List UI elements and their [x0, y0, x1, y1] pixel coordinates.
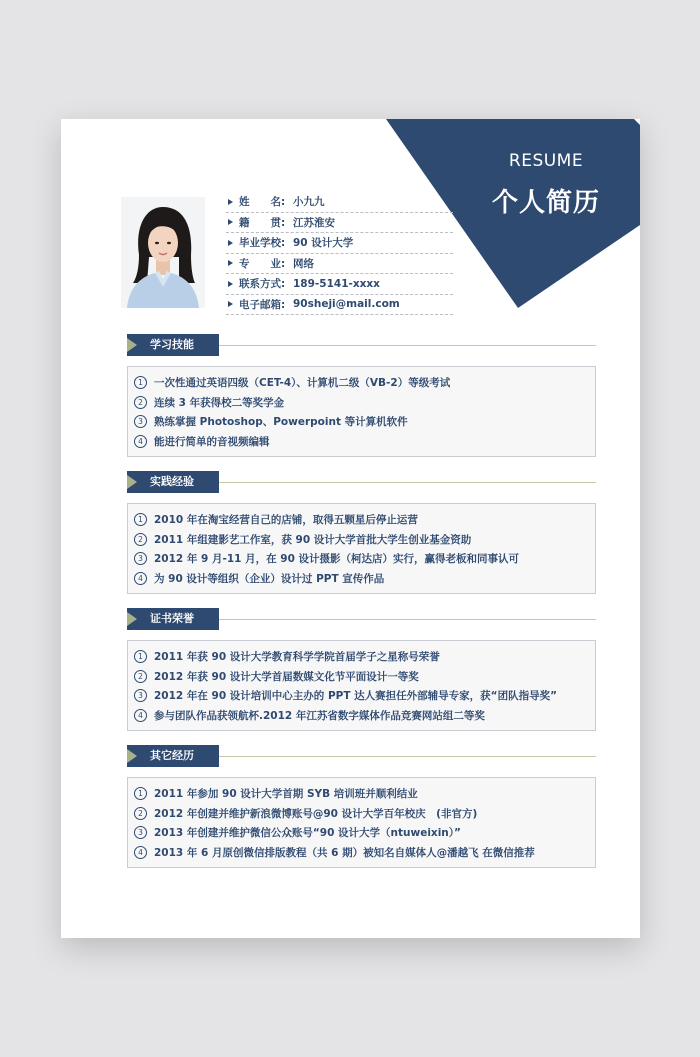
resume-page: [61, 119, 640, 938]
list-item: [128, 412, 595, 432]
section-header: [127, 608, 596, 632]
bullet-triangle-icon: [228, 260, 233, 266]
item-text: 熟练掌握 Photoshop、Powerpoint 等计算机软件: [154, 416, 408, 429]
number-circle-icon: 1: [134, 650, 147, 663]
list-item: [128, 432, 595, 452]
list-item: [128, 510, 595, 530]
section-arrow-icon: [127, 475, 137, 489]
list-item: [128, 549, 595, 569]
item-text: 2012 年获 90 设计大学首届数媒文化节平面设计一等奖: [154, 670, 419, 683]
section-content: [127, 503, 596, 594]
info-label: 电子邮箱:: [239, 298, 286, 311]
info-row-phone: [226, 274, 453, 295]
section-skills: [127, 334, 596, 457]
item-text: 2011 年参加 90 设计大学首期 SYB 培训班并顺利结业: [154, 788, 418, 801]
list-item: [128, 647, 595, 667]
number-circle-icon: 2: [134, 396, 147, 409]
list-item: [128, 804, 595, 824]
info-label: 姓 名:: [239, 196, 286, 209]
item-text: 2010 年在淘宝经营自己的店铺，取得五颗星后停止运营: [154, 514, 418, 527]
section-header: [127, 745, 596, 769]
personal-info: [226, 192, 453, 315]
list-item: [128, 393, 595, 413]
section-arrow-icon: [127, 338, 137, 352]
section-header: [127, 334, 596, 358]
info-value: 江苏淮安: [293, 216, 335, 229]
bullet-triangle-icon: [228, 301, 233, 307]
number-circle-icon: 2: [134, 807, 147, 820]
info-row-school: [226, 233, 453, 254]
section-content: [127, 366, 596, 457]
section-title: 学习技能: [150, 338, 194, 351]
number-circle-icon: 3: [134, 415, 147, 428]
number-circle-icon: 2: [134, 533, 147, 546]
profile-photo: [121, 197, 205, 308]
list-item: [128, 843, 595, 863]
section-practice: [127, 471, 596, 594]
info-row-email: [226, 295, 453, 316]
number-circle-icon: 1: [134, 376, 147, 389]
list-item: [128, 784, 595, 804]
item-text: 2011 年组建影艺工作室，获 90 设计大学首批大学生创业基金资助: [154, 533, 472, 546]
info-label: 联系方式:: [239, 278, 286, 291]
person-portrait-icon: [121, 197, 205, 308]
list-item: [128, 686, 595, 706]
section-header: [127, 471, 596, 495]
list-item: [128, 530, 595, 550]
info-value: 189-5141-xxxx: [293, 277, 380, 290]
info-row-hometown: [226, 213, 453, 234]
section-title: 实践经验: [150, 475, 194, 488]
item-text: 连续 3 年获得校二等奖学金: [154, 396, 285, 409]
number-circle-icon: 3: [134, 552, 147, 565]
item-text: 2012 年 9 月-11 月，在 90 设计摄影（柯达店）实行，赢得老板和同事认可: [154, 553, 520, 566]
item-text: 2012 年在 90 设计培训中心主办的 PPT 达人赛担任外部辅导专家，获“团队指导奖”: [154, 690, 557, 703]
list-item: [128, 823, 595, 843]
section-arrow-icon: [127, 612, 137, 626]
number-circle-icon: 1: [134, 787, 147, 800]
section-content: [127, 777, 596, 868]
info-row-name: [226, 192, 453, 213]
number-circle-icon: 3: [134, 826, 147, 839]
item-text: 一次性通过英语四级（CET-4）、计算机二级（VB-2）等级考试: [154, 377, 451, 390]
number-circle-icon: 1: [134, 513, 147, 526]
resume-title-cn: 个人简历: [491, 188, 600, 218]
bullet-triangle-icon: [228, 219, 233, 225]
section-title: 证书荣誉: [150, 612, 194, 625]
item-text: 2013 年创建并维护微信公众账号“90 设计大学（ntuweixin）”: [154, 827, 461, 840]
number-circle-icon: 2: [134, 670, 147, 683]
bullet-triangle-icon: [228, 240, 233, 246]
number-circle-icon: 4: [134, 572, 147, 585]
list-item: [128, 373, 595, 393]
number-circle-icon: 4: [134, 709, 147, 722]
info-label: 籍 贯:: [239, 216, 286, 229]
item-text: 2011 年获 90 设计大学教育科学学院首届学子之星称号荣誉: [154, 651, 440, 664]
info-value: 90sheji@mail.com: [293, 298, 400, 311]
item-text: 为 90 设计等组织（企业）设计过 PPT 宣传作品: [154, 572, 385, 585]
item-text: 能进行简单的音视频编辑: [154, 435, 270, 448]
section-divider: [219, 756, 596, 757]
section-title: 其它经历: [150, 749, 194, 762]
section-divider: [219, 619, 596, 620]
section-other: [127, 745, 596, 868]
item-text: 2013 年 6 月原创微信排版教程（共 6 期）被知名自媒体人@潘越飞 在微信推荐: [154, 846, 535, 859]
info-row-major: [226, 254, 453, 275]
section-divider: [219, 482, 596, 483]
resume-title-en: RESUME: [508, 151, 584, 171]
number-circle-icon: 3: [134, 689, 147, 702]
bullet-triangle-icon: [228, 281, 233, 287]
item-text: 参与团队作品获领航杯.2012 年江苏省数字媒体作品竞赛网站组二等奖: [154, 709, 485, 722]
list-item: [128, 706, 595, 726]
list-item: [128, 667, 595, 687]
bullet-triangle-icon: [228, 199, 233, 205]
info-label: 毕业学校:: [239, 237, 286, 250]
info-value: 90 设计大学: [293, 237, 354, 250]
number-circle-icon: 4: [134, 435, 147, 448]
section-arrow-icon: [127, 749, 137, 763]
section-divider: [219, 345, 596, 346]
info-value: 小九九: [293, 196, 325, 209]
info-label: 专 业:: [239, 257, 286, 270]
section-content: [127, 640, 596, 731]
info-value: 网络: [293, 257, 314, 270]
number-circle-icon: 4: [134, 846, 147, 859]
list-item: [128, 569, 595, 589]
section-honors: [127, 608, 596, 731]
item-text: 2012 年创建并维护新浪微博账号@90 设计大学百年校庆 (非官方): [154, 807, 478, 820]
